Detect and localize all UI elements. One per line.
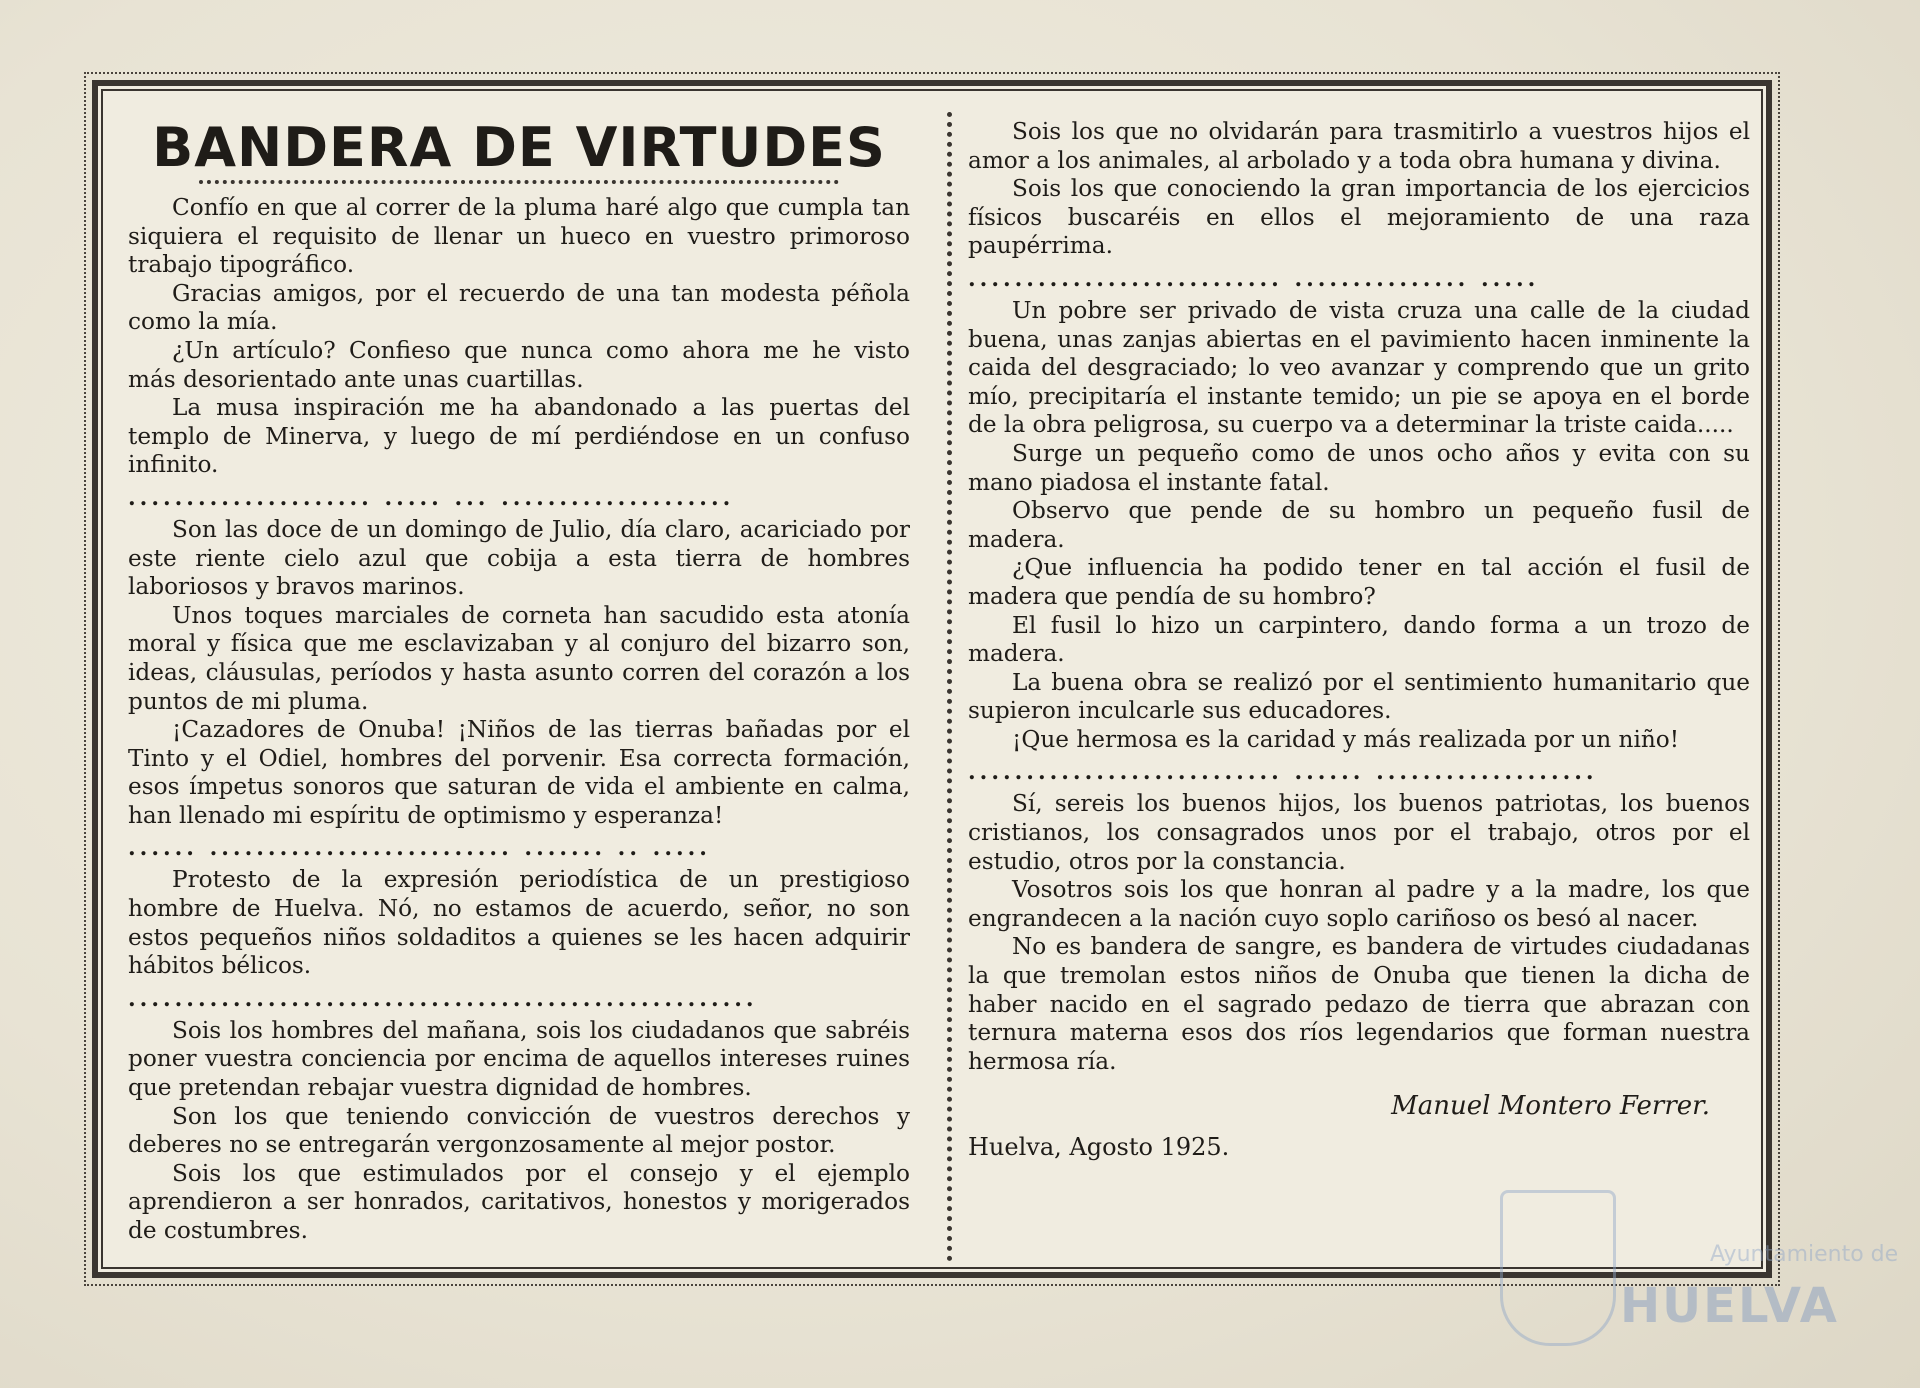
right-column — [968, 118, 1750, 1162]
paragraph: Confío en que al correr de la pluma haré algo que cumpla tan siquiera el requisito de llenar un hueco en vuestro primoroso trabajo tipográfico. — [128, 194, 910, 279]
paragraph: La musa inspiración me ha abandonado a las puertas del templo de Minerva, y luego de mí perdiéndose en un confuso infinito. — [128, 394, 910, 479]
paragraph: La buena obra se realizó por el sentimiento humanitario que supieron inculcarle sus educadores. — [968, 668, 1750, 725]
watermark-small-text: Ayuntamiento de — [1710, 1242, 1899, 1267]
watermark-large-text: HUELVA — [1620, 1278, 1839, 1334]
section-separator: ........................... ...... ................... — [968, 760, 1598, 785]
column-divider — [947, 112, 952, 1262]
paragraph: Son las doce de un domingo de Julio, día claro, acariciado por este riente cielo azul que cobija a esta tierra de hombres laboriosos y bravos marinos. — [128, 515, 910, 601]
paragraph: Son los que teniendo convicción de vuestros derechos y deberes no se entregarán vergonzosamente al mejor postor. — [128, 1102, 910, 1159]
title-underline — [199, 180, 839, 184]
paragraph: Un pobre ser privado de vista cruza una calle de la ciudad buena, unas zanjas abiertas en el pavimiento hacen inminente la caida del desgraciado; lo veo avanzar y comprendo que un grito mío, precipitaría el instante temido; un pie se apoya en el borde de la obra peligrosa, su cuerpo va a determinar la triste caida..... — [968, 296, 1750, 439]
paragraph: Unos toques marciales de corneta han sacudido esta atonía moral y física que me esclavizaban y al conjuro del bizarro son, ideas, cláusulas, períodos y hasta asunto corren del corazón a los puntos de mi pluma. — [128, 601, 910, 715]
paragraph: Gracias amigos, por el recuerdo de una tan modesta péñola como la mía. — [128, 279, 910, 336]
dateline: Huelva, Agosto 1925. — [968, 1133, 1230, 1161]
author-signature: Manuel Montero Ferrer. — [1391, 1091, 1710, 1122]
paragraph: Vosotros sois los que honran al padre y a la madre, los que engrandecen a la nación cuyo soplo cariñoso os besó al nacer. — [968, 876, 1750, 932]
paragraph: Protesto de la expresión periodística de un prestigioso hombre de Huelva. Nó, no estamos de acuerdo, señor, no son estos pequeños niños soldaditos a quienes se les hacen adquirir hábitos bélicos. — [128, 866, 910, 980]
paragraph: Sois los que conociendo la gran importancia de los ejercicios físicos buscaréis en ellos el mejoramiento de una raza paupérrima. — [968, 175, 1750, 260]
paragraph: No es bandera de sangre, es bandera de virtudes ciudadanas la que tremolan estos niños de Onuba que tienen la dicha de haber nacido en el sagrado pedazo de tierra que abrazan con ternura materna esos dos ríos legendarios que forman nuestra hermosa ría. — [968, 933, 1750, 1075]
section-separator: ..................... ..... ... .................... — [128, 485, 735, 510]
paragraph: Sois los que no olvidarán para trasmitirlo a vuestros hijos el amor a los animales, al arbolado y a toda obra humana y divina. — [968, 118, 1750, 174]
paragraph: Sí, sereis los buenos hijos, los buenos patriotas, los buenos cristianos, los consagrados unos por el trabajo, otros por el estudio, otros por la constancia. — [968, 790, 1750, 875]
left-column — [128, 118, 910, 1246]
section-separator: ...... .......................... ....... .. ..... — [128, 836, 711, 861]
right-column-body — [968, 118, 1750, 1076]
paragraph: El fusil lo hizo un carpintero, dando forma a un trozo de madera. — [968, 611, 1750, 668]
paragraph: ¿Un artículo? Confieso que nunca como ahora me he visto más desorientado ante unas cuartillas. — [128, 336, 910, 393]
paragraph: ¡Cazadores de Onuba! ¡Niños de las tierras bañadas por el Tinto y el Odiel, hombres del porvenir. Esa correcta formación, esos ímpetus sonoros que saturan de vida el ambiente en calma, han llenado mi espíritu de optimismo y esperanza! — [128, 716, 910, 829]
section-separator: ........................... ............... ..... — [968, 266, 1540, 291]
paragraph: ¡Que hermosa es la caridad y más realizada por un niño! — [1012, 725, 1680, 753]
article-title: BANDERA DE VIRTUDES — [152, 116, 886, 179]
section-separator: ...................................................... — [128, 986, 758, 1011]
paragraph: Sois los que estimulados por el consejo y el ejemplo aprendieron a ser honrados, caritativos, honestos y morigerados de costumbres. — [128, 1159, 910, 1244]
paragraph: Observo que pende de su hombro un pequeño fusil de madera. — [968, 497, 1750, 553]
paragraph: Surge un pequeño como de unos ocho años y evita con su mano piadosa el instante fatal. — [968, 439, 1750, 496]
paragraph: ¿Que influencia ha podido tener en tal acción el fusil de madera que pendía de su hombro? — [968, 554, 1750, 610]
left-column-body — [128, 194, 910, 1246]
paragraph: Sois los hombres del mañana, sois los ciudadanos que sabréis poner vuestra conciencia por encima de aquellos intereses ruines que pretendan rebajar vuestra dignidad de hombres. — [128, 1016, 910, 1102]
